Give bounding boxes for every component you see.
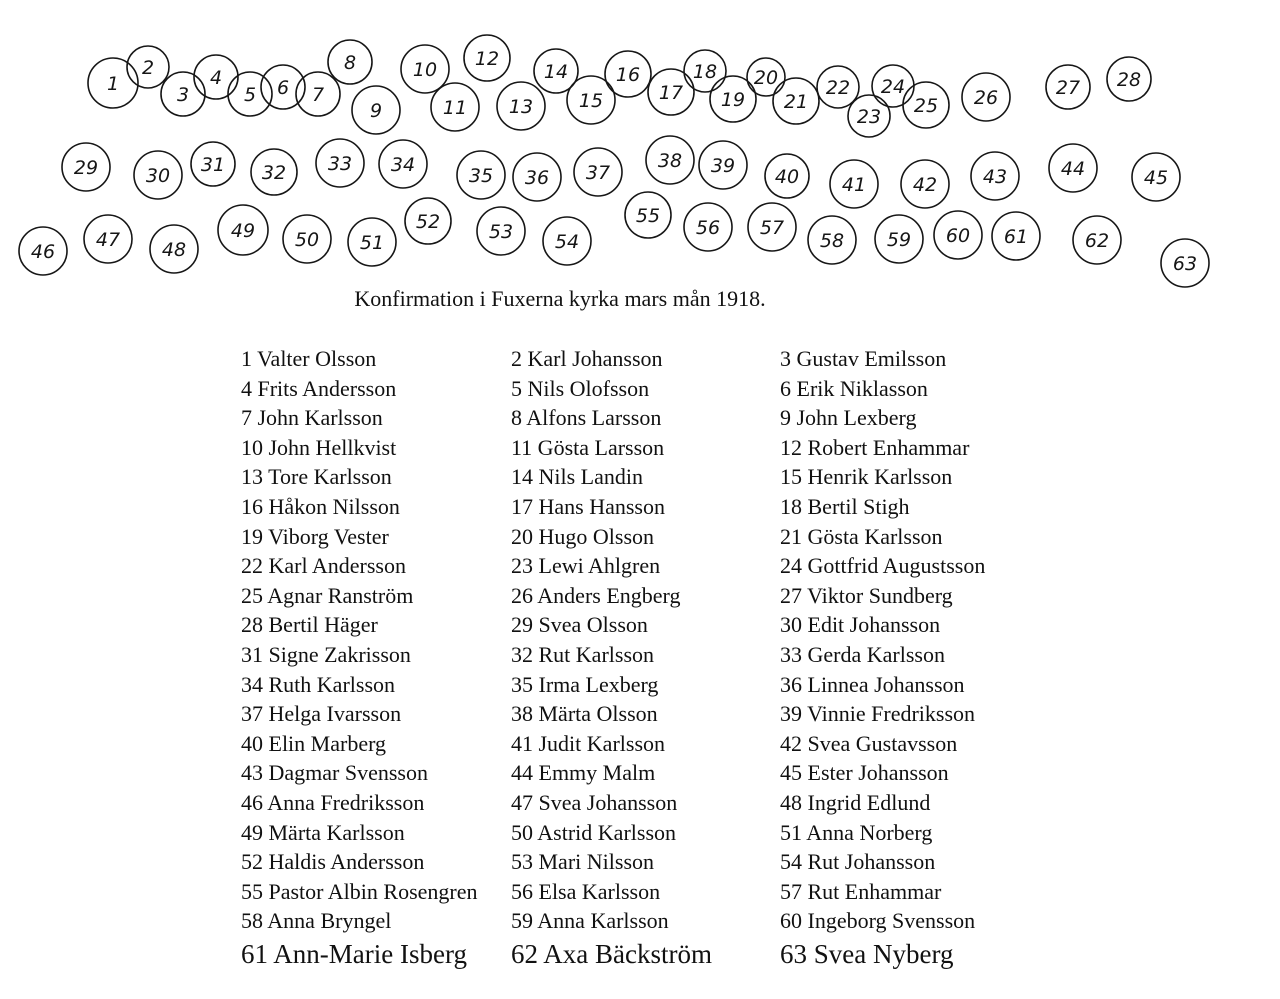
person-entry: 46 Anna Fredriksson bbox=[241, 789, 425, 815]
photo-caption: Konfirmation i Fuxerna kyrka mars mån 1918. bbox=[354, 286, 766, 311]
key-number: 14 bbox=[543, 61, 569, 83]
key-number: 37 bbox=[585, 162, 611, 184]
name-row bbox=[241, 729, 1041, 759]
person-entry: 28 Bertil Häger bbox=[241, 612, 378, 638]
person-entry: 7 John Karlsson bbox=[241, 405, 383, 431]
key-number: 22 bbox=[825, 77, 851, 99]
person-entry: 16 Håkon Nilsson bbox=[241, 493, 400, 519]
key-number: 27 bbox=[1055, 77, 1081, 99]
person-entry: 36 Linnea Johansson bbox=[780, 671, 965, 697]
key-number: 56 bbox=[695, 217, 721, 239]
person-entry: 3 Gustav Emilsson bbox=[780, 346, 947, 371]
name-row bbox=[241, 344, 1041, 374]
key-number: 36 bbox=[524, 167, 550, 189]
person-entry: 6 Erik Niklasson bbox=[780, 375, 928, 401]
name-row bbox=[241, 758, 1041, 788]
person-entry: 27 Viktor Sundberg bbox=[780, 582, 953, 608]
name-row bbox=[241, 462, 1041, 492]
key-number: 20 bbox=[753, 67, 779, 89]
person-entry: 9 John Lexberg bbox=[780, 405, 917, 431]
key-number: 62 bbox=[1084, 230, 1110, 252]
name-row bbox=[241, 818, 1041, 848]
key-number: 7 bbox=[311, 84, 325, 106]
key-number: 26 bbox=[973, 87, 999, 109]
key-number: 25 bbox=[913, 95, 939, 117]
key-number: 44 bbox=[1060, 158, 1086, 180]
key-number: 38 bbox=[657, 150, 683, 172]
key-number: 31 bbox=[200, 154, 226, 176]
key-number: 29 bbox=[73, 157, 99, 179]
name-row bbox=[241, 374, 1041, 404]
person-entry: 56 Elsa Karlsson bbox=[511, 878, 661, 904]
person-entry: 48 Ingrid Edlund bbox=[780, 789, 931, 815]
key-number: 59 bbox=[886, 229, 912, 251]
person-entry: 32 Rut Karlsson bbox=[511, 641, 654, 667]
name-row bbox=[241, 936, 1041, 972]
key-number: 6 bbox=[276, 77, 290, 99]
key-number: 3 bbox=[176, 84, 190, 106]
name-list bbox=[241, 344, 1041, 972]
key-number: 43 bbox=[982, 166, 1008, 188]
person-entry: 4 Frits Andersson bbox=[241, 375, 397, 401]
person-entry: 18 Bertil Stigh bbox=[780, 493, 910, 519]
key-number: 12 bbox=[474, 48, 500, 70]
key-number: 1 bbox=[106, 73, 120, 95]
person-entry: 22 Karl Andersson bbox=[241, 553, 406, 579]
person-entry: 45 Ester Johansson bbox=[780, 760, 949, 786]
key-number: 17 bbox=[658, 82, 684, 104]
person-entry: 19 Viborg Vester bbox=[241, 523, 389, 549]
person-entry: 24 Gottfrid Augustsson bbox=[780, 553, 986, 579]
key-number: 13 bbox=[508, 96, 534, 118]
key-number: 61 bbox=[1003, 226, 1029, 248]
key-number: 32 bbox=[261, 162, 287, 184]
key-number: 33 bbox=[327, 153, 353, 175]
person-entry: 26 Anders Engberg bbox=[511, 582, 681, 608]
person-entry: 35 Irma Lexberg bbox=[511, 671, 659, 697]
key-number: 58 bbox=[819, 230, 845, 252]
key-number: 50 bbox=[294, 229, 320, 251]
key-number: 41 bbox=[841, 174, 867, 196]
key-number: 4 bbox=[209, 67, 223, 89]
person-entry: 14 Nils Landin bbox=[511, 464, 643, 490]
person-entry: 42 Svea Gustavsson bbox=[780, 730, 958, 756]
key-number: 45 bbox=[1143, 167, 1169, 189]
key-number: 34 bbox=[390, 154, 416, 176]
key-number: 10 bbox=[412, 59, 438, 81]
person-entry: 58 Anna Bryngel bbox=[241, 908, 392, 934]
key-number: 23 bbox=[856, 106, 882, 128]
key-number: 46 bbox=[30, 241, 56, 263]
name-row bbox=[241, 788, 1041, 818]
person-entry: 38 Märta Olsson bbox=[511, 701, 658, 727]
name-row bbox=[241, 847, 1041, 877]
person-entry: 49 Märta Karlsson bbox=[241, 819, 405, 845]
person-entry: 41 Judit Karlsson bbox=[511, 730, 665, 756]
key-number: 28 bbox=[1116, 69, 1142, 91]
key-number: 18 bbox=[692, 61, 718, 83]
key-number: 52 bbox=[415, 211, 441, 233]
person-entry: 23 Lewi Ahlgren bbox=[511, 553, 661, 579]
name-row bbox=[241, 551, 1041, 581]
key-number: 63 bbox=[1172, 253, 1198, 275]
person-entry: 10 John Hellkvist bbox=[241, 434, 397, 460]
person-entry: 20 Hugo Olsson bbox=[511, 523, 655, 549]
person-entry: 25 Agnar Ranström bbox=[241, 582, 414, 608]
name-row bbox=[241, 433, 1041, 463]
person-entry: 63 Svea Nyberg bbox=[780, 938, 954, 969]
person-entry: 51 Anna Norberg bbox=[780, 819, 933, 845]
person-entry: 13 Tore Karlsson bbox=[241, 464, 392, 490]
key-number: 55 bbox=[635, 205, 661, 227]
key-number: 5 bbox=[243, 84, 257, 106]
key-number: 30 bbox=[145, 165, 171, 187]
person-entry: 53 Mari Nilsson bbox=[511, 849, 654, 875]
key-number: 57 bbox=[759, 217, 785, 239]
key-number: 42 bbox=[912, 174, 938, 196]
key-number: 48 bbox=[161, 239, 187, 261]
person-entry: 47 Svea Johansson bbox=[511, 789, 678, 815]
key-number: 11 bbox=[442, 97, 468, 119]
name-row bbox=[241, 522, 1041, 552]
numbered-circle-key-diagram bbox=[0, 0, 1280, 290]
key-number: 21 bbox=[783, 91, 809, 113]
person-entry: 12 Robert Enhammar bbox=[780, 434, 970, 460]
person-entry: 50 Astrid Karlsson bbox=[511, 819, 676, 845]
name-row bbox=[241, 906, 1041, 936]
key-number: 9 bbox=[369, 100, 383, 122]
person-entry: 44 Emmy Malm bbox=[511, 760, 656, 786]
name-row bbox=[241, 581, 1041, 611]
person-entry: 43 Dagmar Svensson bbox=[241, 760, 428, 786]
key-number: 2 bbox=[141, 57, 155, 79]
person-entry: 59 Anna Karlsson bbox=[511, 908, 669, 934]
key-number: 35 bbox=[468, 165, 494, 187]
person-entry: 21 Gösta Karlsson bbox=[780, 523, 943, 549]
person-entry: 62 Axa Bäckström bbox=[511, 938, 712, 969]
key-number: 16 bbox=[615, 64, 641, 86]
name-row bbox=[241, 670, 1041, 700]
person-entry: 55 Pastor Albin Rosengren bbox=[241, 878, 478, 904]
name-row bbox=[241, 492, 1041, 522]
person-entry: 37 Helga Ivarsson bbox=[241, 701, 402, 727]
key-number: 15 bbox=[578, 90, 604, 112]
person-entry: 15 Henrik Karlsson bbox=[780, 464, 953, 490]
key-number: 47 bbox=[95, 229, 121, 251]
person-entry: 5 Nils Olofsson bbox=[511, 375, 650, 401]
person-entry: 29 Svea Olsson bbox=[511, 612, 648, 638]
person-entry: 8 Alfons Larsson bbox=[511, 405, 662, 431]
person-entry: 57 Rut Enhammar bbox=[780, 878, 942, 904]
key-number: 53 bbox=[488, 221, 514, 243]
name-row bbox=[241, 877, 1041, 907]
person-entry: 61 Ann-Marie Isberg bbox=[241, 938, 467, 969]
person-entry: 1 Valter Olsson bbox=[241, 346, 377, 371]
person-entry: 11 Gösta Larsson bbox=[511, 434, 665, 460]
key-number: 39 bbox=[710, 155, 736, 177]
name-row bbox=[241, 699, 1041, 729]
person-entry: 2 Karl Johansson bbox=[511, 346, 663, 371]
person-entry: 30 Edit Johansson bbox=[780, 612, 941, 638]
person-entry: 17 Hans Hansson bbox=[511, 493, 665, 519]
person-entry: 60 Ingeborg Svensson bbox=[780, 908, 976, 934]
person-entry: 33 Gerda Karlsson bbox=[780, 641, 945, 667]
key-number: 40 bbox=[774, 166, 800, 188]
key-number: 24 bbox=[880, 76, 906, 98]
person-entry: 39 Vinnie Fredriksson bbox=[780, 701, 976, 727]
person-entry: 31 Signe Zakrisson bbox=[241, 641, 411, 667]
person-entry: 40 Elin Marberg bbox=[241, 730, 387, 756]
name-row bbox=[241, 640, 1041, 670]
key-number: 8 bbox=[343, 52, 357, 74]
person-entry: 34 Ruth Karlsson bbox=[241, 671, 395, 697]
name-row bbox=[241, 403, 1041, 433]
key-number: 51 bbox=[359, 232, 385, 254]
key-number: 54 bbox=[554, 231, 580, 253]
person-entry: 52 Haldis Andersson bbox=[241, 849, 425, 875]
key-number: 49 bbox=[230, 220, 256, 242]
key-number: 60 bbox=[945, 225, 971, 247]
name-row bbox=[241, 610, 1041, 640]
person-entry: 54 Rut Johansson bbox=[780, 849, 936, 875]
key-number: 19 bbox=[720, 89, 746, 111]
